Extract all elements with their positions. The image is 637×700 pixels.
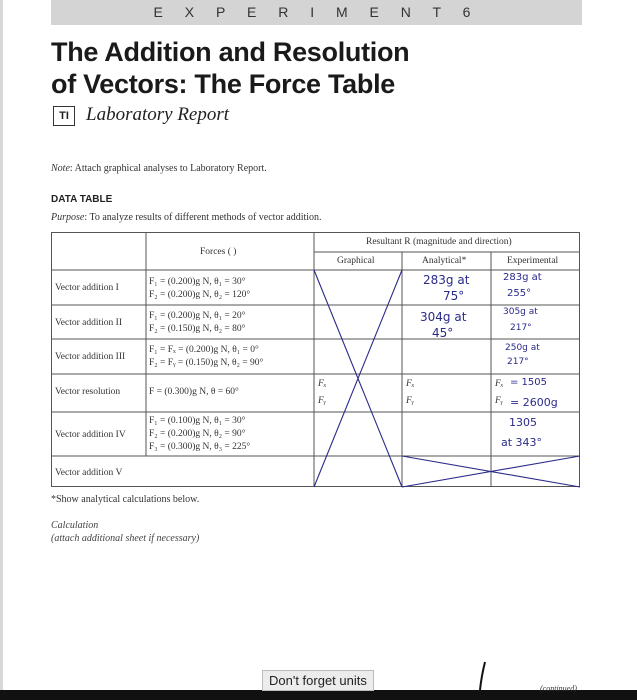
force-value: F₁ = Fₓ = (0.200)g N, θ₁ = 0° [149, 345, 259, 355]
handwritten-experimental-4b: at 343° [501, 436, 543, 449]
handwritten-experimental-1: 283g at [503, 272, 542, 283]
handwritten-experimental-2b: 217° [510, 323, 532, 333]
force-value: F₂ = Fᵧ = (0.150)g N, θ₂ = 90° [149, 358, 264, 368]
data-table-heading: DATA TABLE [51, 194, 113, 205]
analytical-fy-label: Fᵧ [406, 396, 414, 406]
handwritten-experimental-2: 305g at [503, 307, 538, 317]
title-line-2: of Vectors: The Force Table [51, 69, 395, 99]
title-line-1: The Addition and Resolution [51, 37, 410, 67]
handwritten-experimental-fx: = 1505 [510, 377, 548, 388]
row-label: Vector addition V [55, 468, 123, 478]
force-value: F₂ = (0.150)g N, θ₂ = 80° [149, 324, 246, 334]
page-title [51, 36, 591, 100]
tooltip-dont-forget-units: Don't forget units [262, 670, 374, 691]
handwritten-experimental-fy: = 2600g [510, 396, 558, 409]
force-value: F₁ = (0.200)g N, θ₁ = 20° [149, 311, 246, 321]
resultant-header: Resultant R (magnitude and direction) [366, 237, 512, 247]
row-label: Vector resolution [55, 387, 121, 397]
note [51, 163, 267, 174]
force-value: F₁ = (0.200)g N, θ₁ = 30° [149, 277, 246, 287]
forces-header: Forces ( ) [200, 247, 237, 257]
force-value: F₃ = (0.300)g N, θ₃ = 225° [149, 442, 251, 452]
pen-mark [475, 660, 495, 692]
handwritten-experimental-1b: 255° [507, 288, 532, 299]
row-label: Vector addition IV [55, 430, 126, 440]
col-experimental: Experimental [507, 256, 559, 266]
handwritten-analytical-1b: 75° [443, 289, 465, 303]
col-graphical: Graphical [337, 256, 375, 266]
force-value: F = (0.300)g N, θ = 60° [149, 387, 239, 397]
graphical-fy-label: Fᵧ [318, 396, 326, 406]
page-edge [0, 0, 3, 700]
report-subtitle: Laboratory Report [86, 104, 230, 125]
handwritten-analytical-2b: 45° [432, 326, 454, 340]
purpose-label: Purpose [51, 212, 85, 223]
handwritten-analytical-1: 283g at [423, 273, 470, 287]
force-value: F₁ = (0.100)g N, θ₁ = 30° [149, 416, 246, 426]
row-label: Vector addition I [55, 283, 119, 293]
handwritten-experimental-4: 1305 [509, 416, 537, 429]
purpose-text: : To analyze results of different methods of vector addition. [84, 212, 322, 223]
row-label: Vector addition II [55, 318, 123, 328]
footnote: *Show analytical calculations below. [51, 494, 200, 505]
continued-label: (continued) [540, 684, 577, 693]
graphical-fx-label: Fₓ [318, 379, 327, 389]
row-label: Vector addition III [55, 352, 126, 362]
experiment-band: E X P E R I M E N T 6 [51, 0, 582, 25]
data-table-grid [51, 232, 581, 488]
calculation-note: (attach additional sheet if necessary) [51, 533, 200, 544]
force-value: F₂ = (0.200)g N, θ₂ = 120° [149, 290, 251, 300]
note-label: Note [51, 163, 70, 174]
handwritten-experimental-3b: 217° [507, 357, 529, 367]
analytical-fx-label: Fₓ [406, 379, 415, 389]
calculation-section [51, 519, 199, 545]
note-text: : Attach graphical analyses to Laboratory Report. [69, 163, 267, 174]
handwritten-analytical-2: 304g at [420, 310, 467, 324]
experimental-fx-label: Fₓ [495, 379, 504, 389]
purpose [51, 212, 322, 223]
col-analytical: Analytical* [422, 256, 467, 266]
calculation-label: Calculation [51, 520, 99, 531]
force-value: F₂ = (0.200)g N, θ₂ = 90° [149, 429, 246, 439]
handwritten-experimental-3: 250g at [505, 343, 540, 353]
experimental-fy-label: Fᵧ [495, 396, 503, 406]
ti-logo-icon: TI [53, 106, 75, 126]
